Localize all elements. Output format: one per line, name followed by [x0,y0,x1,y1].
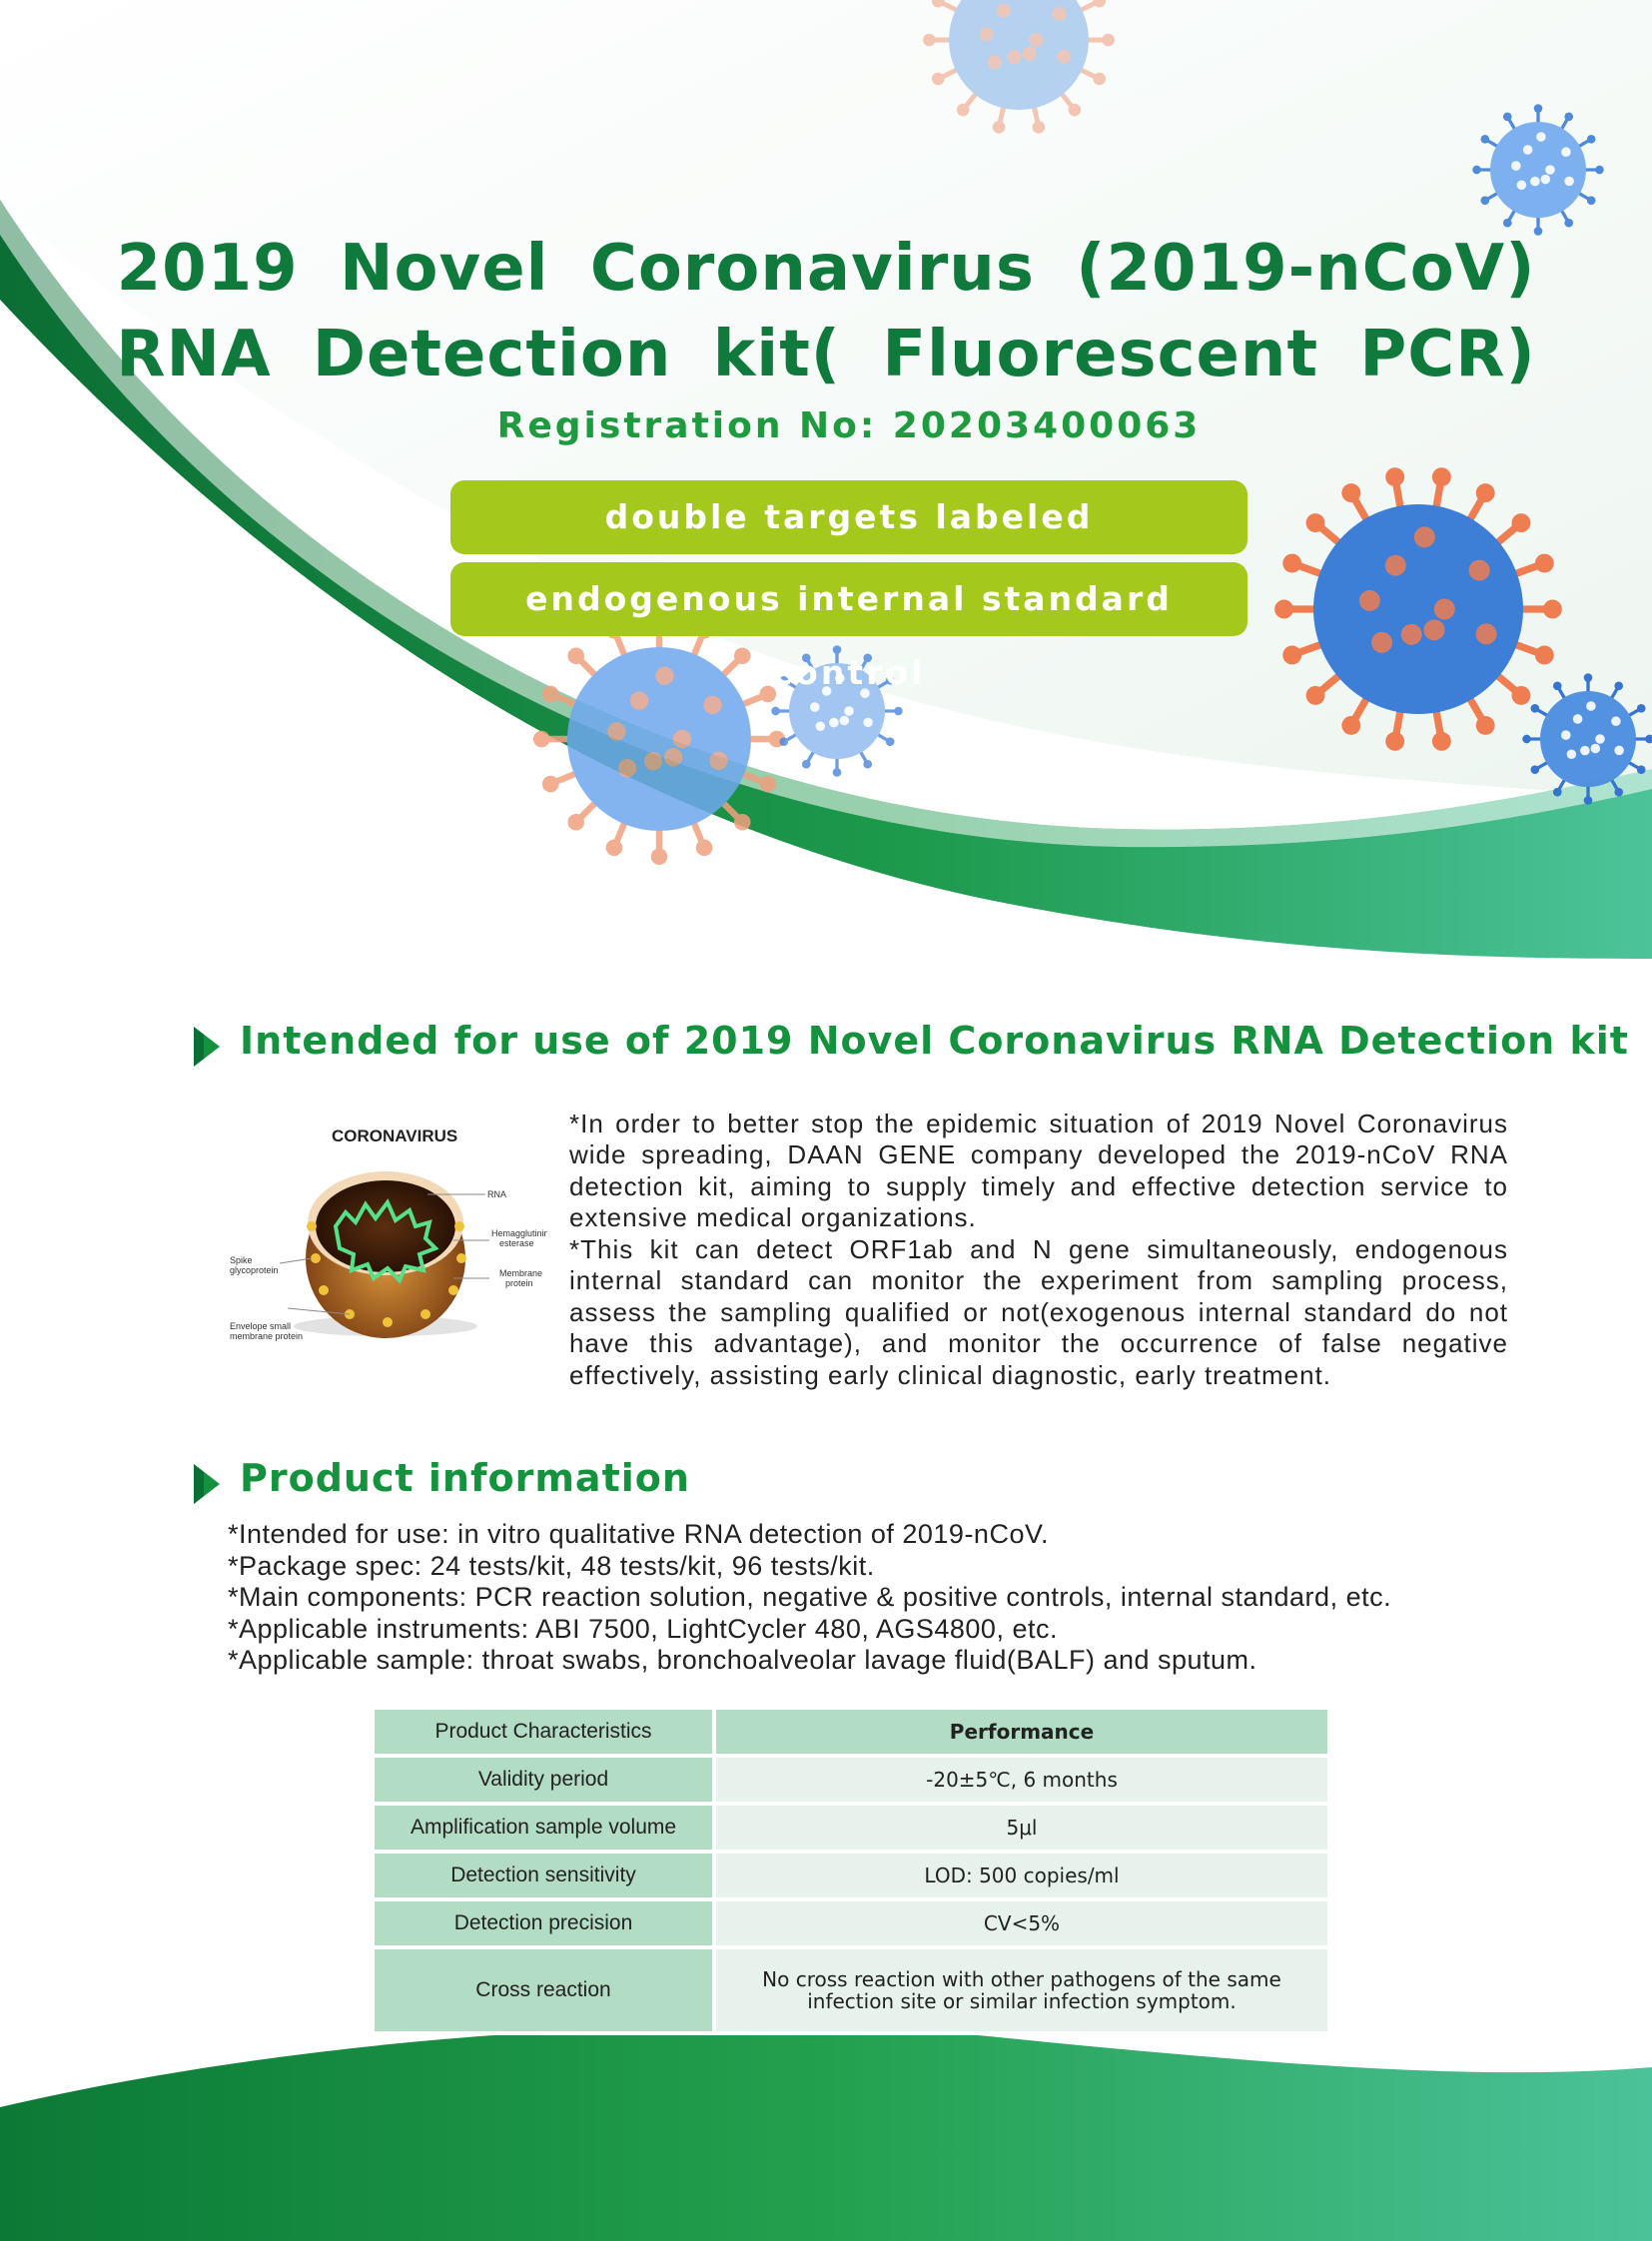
list-item: *Intended for use: in vitro qualitative RNA detection of 2019-nCoV. [228,1519,1049,1549]
table-cell: Cross reaction [373,1947,714,2033]
table-cell: No cross reaction with other pathogens of the same infection site or similar infection symptom. [714,1947,1329,2033]
section-title: Product information [240,1456,690,1500]
table-cell: CV<5% [714,1899,1329,1947]
table-cell: Detection sensitivity [373,1852,714,1899]
section-arrow-icon [192,1462,222,1506]
table-row [373,1804,1329,1852]
table-cell: Validity period [373,1756,714,1804]
list-item: *Applicable instruments: ABI 7500, LightCycler 480, AGS4800, etc. [228,1613,1058,1644]
table-cell: 5μl [714,1804,1329,1852]
table-cell: Detection precision [373,1899,714,1947]
illustration-title: CORONAVIRUS [332,1126,458,1145]
registration-number: Registration No: 20203400063 [496,405,1202,446]
table-row [373,1899,1329,1947]
list-item: *Applicable sample: throat swabs, bronchoalveolar lavage fluid(BALF) and sputum. [228,1645,1257,1675]
intro-paragraph-2: *This kit can detect ORF1ab and N gene simultaneously, endogenous internal standard can monitor the experiment from sampling process, assess the sampling qualified or not(exogenous internal standard do not have this advantage), and monitor the occurrence of false negative effectively, assisting early clinical diagnostic, early treatment. [569,1234,1508,1390]
table-header-cell: Performance [714,1708,1329,1756]
table-header-cell: Product Characteristics [373,1708,714,1756]
label-membrane-2: protein [505,1278,533,1288]
product-info-list [228,1519,1556,1677]
title-line-2: RNA Detection kit( Fluorescent PCR) [116,318,1536,391]
label-membrane-1: Membrane [499,1268,543,1278]
performance-table [371,1706,1331,2035]
table-row [373,1756,1329,1804]
intro-paragraph-1: *In order to better stop the epidemic situation of 2019 Novel Coronavirus wide spreading, DAAN GENE company developed the 2019-nCoV RNA detection kit, aiming to supply timely and effective detection service to extensive medical organizations. [569,1109,1508,1233]
label-hemagglutinin-1: Hemagglutinin [491,1228,547,1238]
list-item: *Package spec: 24 tests/kit, 48 tests/kit, 96 tests/kit. [228,1550,875,1581]
table-cell: -20±5℃, 6 months [714,1756,1329,1804]
table-row [373,1852,1329,1899]
label-spike-2: glycoprotein [230,1265,279,1275]
badge-double-targets: double targets labeled [450,480,1247,554]
list-item: *Main components: PCR reaction solution, negative & positive controls, internal standard, etc. [228,1582,1392,1612]
coronavirus-illustration [228,1109,547,1348]
table-cell: LOD: 500 copies/ml [714,1852,1329,1899]
label-rna: RNA [487,1189,507,1199]
table-row [373,1947,1329,2033]
section-title: Intended for use of 2019 Novel Coronavirus RNA Detection kit [240,1019,1629,1063]
table-cell: Amplification sample volume [373,1804,714,1852]
label-hemagglutinin-2: esterase [499,1238,534,1248]
title-line-1: 2019 Novel Coronavirus (2019-nCoV) [116,232,1536,306]
label-envelope-2: membrane protein [230,1331,304,1341]
section-arrow-icon [192,1025,222,1069]
coronavirus-icon [533,613,785,865]
label-spike-1: Spike [230,1255,253,1265]
table-header-row [373,1708,1329,1756]
badge-internal-control: endogenous internal standard control [450,562,1247,636]
coronavirus-icon [228,1109,547,1348]
label-envelope-1: Envelope small [230,1321,292,1331]
